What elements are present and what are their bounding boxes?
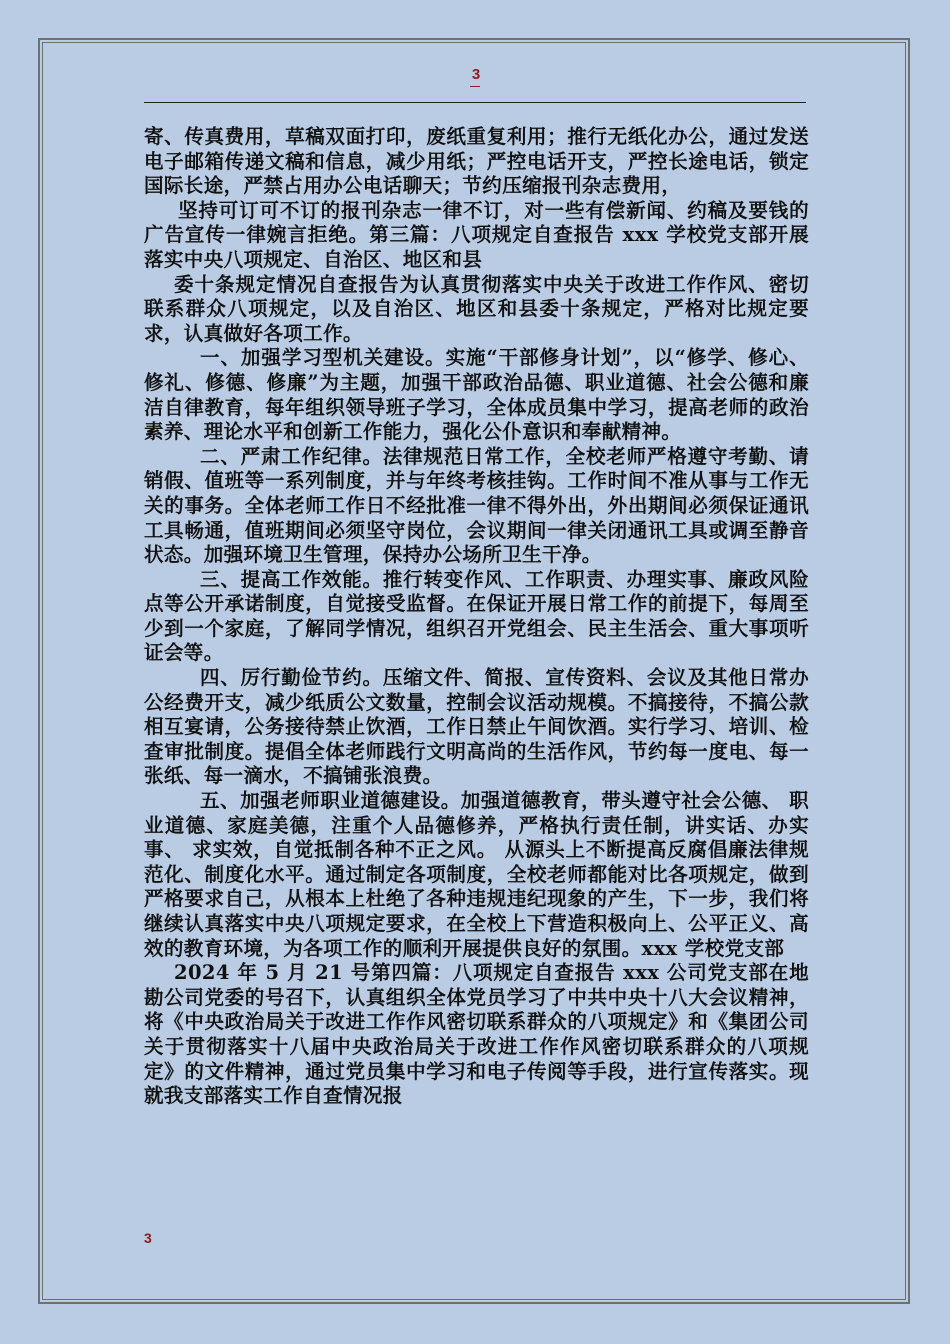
paragraph-3: 委十条规定情况自查报告为认真贯彻落实中央关于改进工作作风、密切联系群众八项规定，以及自治区、地区和县委十条规定，严格对比规定要求，认真做好各项工作。 [144,272,809,345]
header-page-number-underline [470,86,480,87]
footer-page-number: 3 [144,1230,152,1246]
document-body [144,125,809,1109]
paragraph-section-5: 五、加强老师职业道德建设。加强道德教育，带头遵守社会公德、 职业道德、家庭美德，注重个人品德修养，严格执行责任制，讲实话、办实事、 求实效，自觉抵制各种不正之风。 从源头上不断提高反腐倡廉法律规范化、制度化水平。通过制定各项制度，全校老师都能对比各项规定，做到严格要求自己，从根本上杜绝了各种违规违纪现象的产生，下一步，我们将继续认真落实中央八项规定要求，在全校上下营造积极向上、公平正义、高效的教育环境，为各项工作的顺利开展提供良好的氛围。xxx 学校党支部 [144,789,809,960]
paragraph-2: 坚持可订可不订的报刊杂志一律不订，对一些有偿新闻、约稿及要钱的广告宣传一律婉言拒绝。第三篇：八项规定自查报告 xxx 学校党支部开展落实中央八项规定、自治区、地区和县 [144,198,809,271]
paragraph-section-1: 一、加强学习型机关建设。实施“干部修身计划”，以“修学、修心、修礼、修德、修廉”为主题，加强干部政治品德、职业道德、社会公德和廉洁自律教育，每年组织领导班子学习，全体成员集中学习，提高老师的政治素养、理论水平和创新工作能力，强化公仆意识和奉献精神。 [144,346,809,444]
paragraph-section-4: 四、厉行勤俭节约。压缩文件、简报、宣传资料、会议及其他日常办公经费开支，减少纸质公文数量，控制会议活动规模。不搞接待，不搞公款相互宴请，公务接待禁止饮酒，工作日禁止午间饮酒。实行学习、培训、检查审批制度。提倡全体老师践行文明高尚的生活作风，节约每一度电、每一张纸、每一滴水，不搞铺张浪费。 [144,666,809,788]
paragraph-report-4: 2024 年 5 月 21 号第四篇：八项规定自查报告 xxx 公司党支部在地勘公司党委的号召下，认真组织全体党员学习了中共中央十八大会议精神，将《中央政治局关于改进工作作风密切联系群众的八项规定》和《集团公司关于贯彻落实十八届中央政治局关于改进工作作风密切联系群众的八项规定》的文件精神，通过党员集中学习和电子传阅等手段，进行宣传落实。现就我支部落实工作自查情况报 [144,961,809,1108]
header-page-number: 3 [471,66,481,83]
header-rule [144,102,806,103]
paragraph-1: 寄、传真费用，草稿双面打印，废纸重复利用；推行无纸化办公，通过发送电子邮箱传递文稿和信息，减少用纸；严控电话开支，严控长途电话，锁定国际长途，严禁占用办公电话聊天；节约压缩报刊杂志费用， [144,125,809,198]
paragraph-section-3: 三、提高工作效能。推行转变作风、工作职责、办理实事、廉政风险点等公开承诺制度，自觉接受监督。在保证开展日常工作的前提下，每周至少到一个家庭，了解同学情况，组织召开党组会、民主生活会、重大事项听证会等。 [144,567,809,665]
paragraph-section-2: 二、严肃工作纪律。法律规范日常工作，全校老师严格遵守考勤、请销假、值班等一系列制度，并与年终考核挂钩。工作时间不准从事与工作无关的事务。全体老师工作日不经批准一律不得外出，外出期间必须保证通讯工具畅通，值班期间必须坚守岗位，会议期间一律关闭通讯工具或调至静音状态。加强环境卫生管理，保持办公场所卫生干净。 [144,444,809,567]
